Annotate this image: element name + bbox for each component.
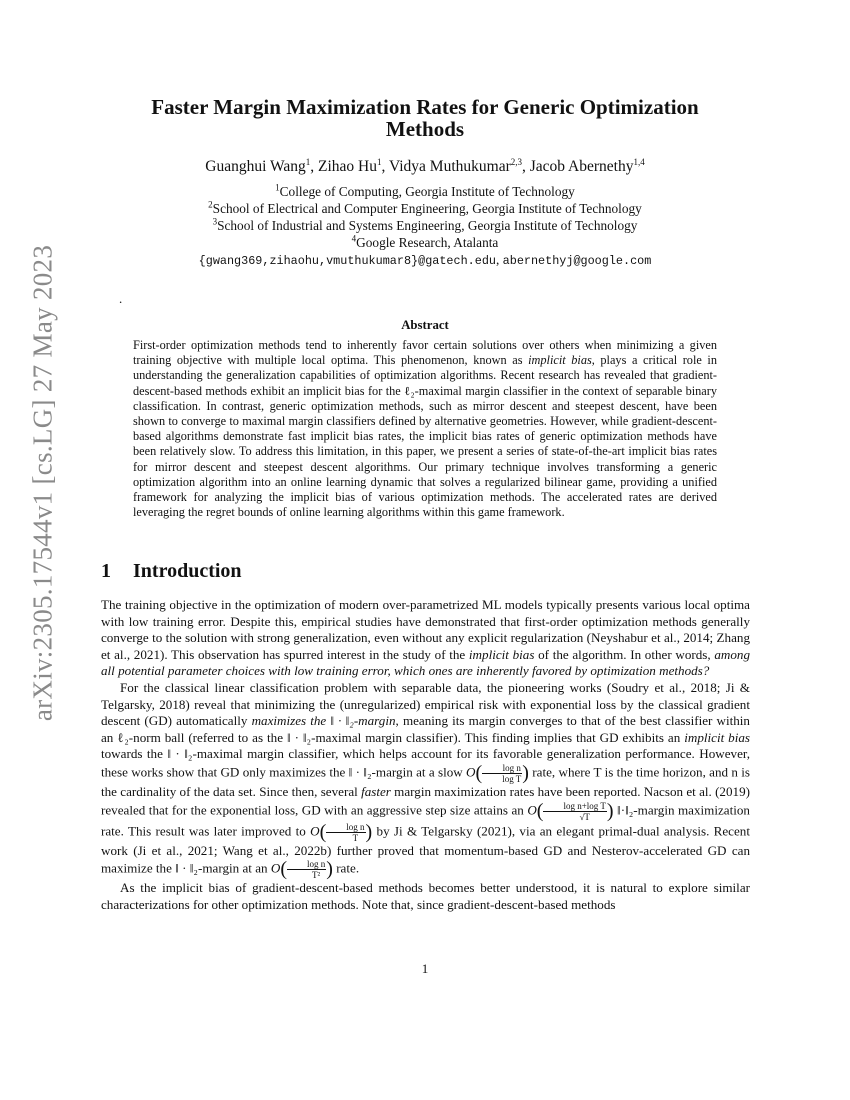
fraction: $\frac{\text{log n}}{T}$ <box>326 822 365 843</box>
author-name: Zihao Hu <box>318 158 377 175</box>
affiliation: $^1$College of Computing, Georgia Institute of Technology <box>275 182 575 199</box>
affiliation: $^3$School of Industrial and Systems Engineering, Georgia Institute of Technology <box>212 216 638 233</box>
paper-title: Faster Margin Maximization Rates for Generic Optimization Methods <box>151 95 699 141</box>
arxiv-stamp-text: arXiv:2305.17544v1 [cs.LG] 27 May 2023 <box>27 244 58 722</box>
author-name: Guanghui Wang <box>205 158 306 175</box>
section-heading <box>101 560 242 583</box>
author-name: Vidya Muthukumar <box>388 158 511 175</box>
body-text <box>101 597 750 913</box>
affiliation-list <box>100 183 750 270</box>
email-line: {gwang369,zihaohu,vmuthukumar8}@gatech.edu, abernethyj@google.com <box>198 252 652 268</box>
paragraph: As the implicit bias of gradient-descent-based methods becomes better understood, it is natural to explore similar characterizations for other optimization methods. Note that, since gradient-descent-based methods <box>101 880 750 912</box>
affiliation: $^4$Google Research, Atalanta <box>351 233 499 250</box>
section-number: 1 <box>101 560 111 582</box>
fraction: $\frac{\text{log n}}{\text{log T}}$ <box>482 763 522 784</box>
stray-dot: . <box>119 291 123 306</box>
affiliation: $^2$School of Electrical and Computer Engineering, Georgia Institute of Technology <box>208 199 642 216</box>
author-list: Guanghui Wang$^1$, Zihao Hu$^1$, Vidya Muthukumar$^{2,3}$, Jacob Abernethy$^{1,4}$ <box>205 156 645 175</box>
fraction: $\frac{\text{log n+log T}}{√T}$ <box>543 801 606 822</box>
arxiv-stamp <box>18 244 68 722</box>
abstract-heading: Abstract <box>401 318 449 332</box>
paragraph: For the classical linear classification problem with separable data, the pioneering works (Soudry et al., 2018; Ji & Telgarsky, 2018) reveal that minimizing the (unregularized) empirical risk with exponential loss by the classical gradient descent (GD) automatically maximizes the ‖ · ‖₂-margin, meaning its margin converges to that of the best classifier within an ℓ₂-norm ball (referred to as the ‖ · ‖₂-maximal margin classifier). This finding implies that GD exhibits an implicit bias towards the ‖ · ‖₂-maximal margin classifier, which helps account for its favorable generalization performance. However, these works show that GD only maximizes the ‖ · ‖₂-margin at a slow O( $\frac{\text{log n}}{\text{log T}}$ ) rate, where T is the time horizon, and n is the cardinality of the data set. Since then, several faster margin maximization rates have been reported. Nacson et al. (2019) revealed that for the exponential loss, GD with an aggressive step size attains an O( $\frac{\text{log n+log T}}{√T}$ ) ‖·‖₂-margin maximization rate. This result was later improved to O( $\frac{\text{log n}}{T}$ ) by Ji & Telgarsky (2021), via an elegant primal-dual analysis. Recent work (Ji et al., 2021; Wang et al., 2022b) further proved that momentum-based GD and Nesterov-accelerated GD can maximize the ‖ · ‖₂-margin at an O( $\frac{\text{log n}}{\text{T²}}$ ) rate. <box>101 679 750 881</box>
section-title: Introduction <box>133 560 242 582</box>
abstract-text: First-order optimization methods tend to inherently favor certain solutions over others when minimizing a given training objective with multiple local optima. This phenomenon, known as implicit bias, plays a critical role in understanding the generalization capabilities of optimization algorithms. Recent research has revealed that gradient-descent-based methods exhibit an implicit bias for the ℓ₂-maximal margin classifier in the context of separable binary classification. In contrast, generic optimization methods, such as mirror descent and steepest descent, have been shown to converge to maximal margin classifiers defined by alternative geometries. However, while gradient-descent-based algorithms demonstrate fast implicit bias rates, the implicit bias rates of generic optimization methods have been relatively slow. To address this limitation, in this paper, we present a series of state-of-the-art implicit bias rates for mirror descent and steepest descent algorithms. Our primary technique involves transforming a generic optimization algorithm into an online learning dynamic that solves a regularized bilinear game, providing a unified framework for analyzing the implicit bias of various optimization methods. The accelerated rates are derived leveraging the regret bounds of online learning algorithms within this game framework. <box>133 338 717 520</box>
email-address[interactable]: abernethyj@google.com <box>502 254 652 268</box>
author-name: Jacob Abernethy <box>529 158 634 175</box>
paragraph: The training objective in the optimization of modern over-parametrized ML models typically presents various local optima with low training error. Despite this, empirical studies have demonstrated that first-order optimization methods generally converge to the solution with strong generalization, even without any explicit regularization (Neyshabur et al., 2014; Zhang et al., 2021). This observation has spurred interest in the study of the implicit bias of the algorithm. In other words, among all potential parameter choices with low training error, which ones are inherently favored by optimization methods? <box>101 597 751 679</box>
email-group[interactable]: {gwang369,zihaohu,vmuthukumar8}@gatech.edu <box>198 254 496 268</box>
page-number: 1 <box>421 961 429 976</box>
fraction: $\frac{\text{log n}}{\text{T²}}$ <box>287 859 326 880</box>
